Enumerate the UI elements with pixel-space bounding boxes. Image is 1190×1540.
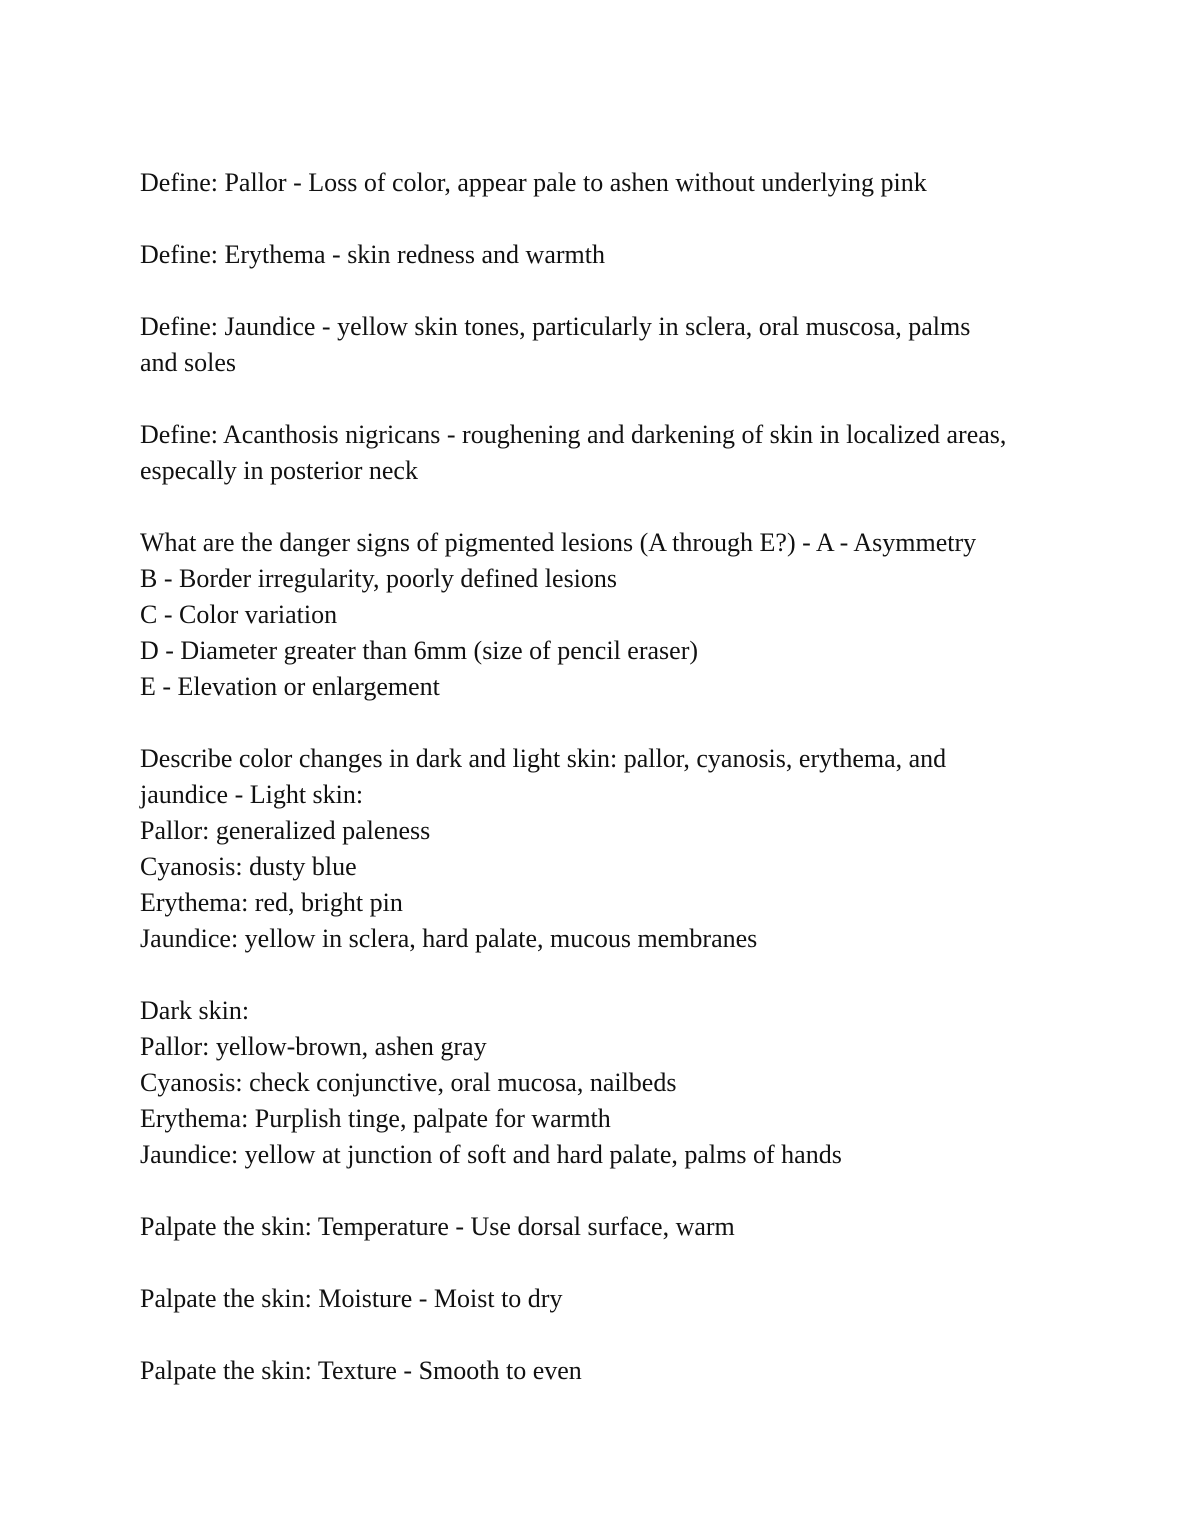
- palpate-moisture: [140, 1281, 1080, 1317]
- list-item: C - Color variation: [140, 600, 338, 629]
- text-line: Define: Acanthosis nigricans - roughening and darkening of skin in localized areas,: [140, 420, 1007, 449]
- list-item: Pallor: yellow-brown, ashen gray: [140, 1032, 487, 1061]
- light-skin-color-changes: [140, 741, 1080, 957]
- list-item: Cyanosis: check conjunctive, oral mucosa, nailbeds: [140, 1068, 677, 1097]
- text-line: Dark skin:: [140, 996, 250, 1025]
- list-item: Cyanosis: dusty blue: [140, 852, 357, 881]
- jaundice-definition: [140, 309, 1080, 381]
- list-item: B - Border irregularity, poorly defined lesions: [140, 564, 618, 593]
- text-line: especally in posterior neck: [140, 456, 418, 485]
- document-page: [140, 165, 1080, 1425]
- text-line: Palpate the skin: Moisture - Moist to dry: [140, 1284, 563, 1313]
- text-line: Palpate the skin: Temperature - Use dorsal surface, warm: [140, 1212, 735, 1241]
- list-item: Erythema: red, bright pin: [140, 888, 403, 917]
- list-item: Jaundice: yellow at junction of soft and hard palate, palms of hands: [140, 1140, 842, 1169]
- text-line: What are the danger signs of pigmented lesions (A through E?) - A - Asymmetry: [140, 528, 977, 557]
- text-line: Describe color changes in dark and light skin: pallor, cyanosis, erythema, and: [140, 744, 947, 773]
- palpate-texture: [140, 1353, 1080, 1389]
- text-line: and soles: [140, 348, 237, 377]
- pallor-definition: [140, 165, 1080, 201]
- list-item: Erythema: Purplish tinge, palpate for warmth: [140, 1104, 611, 1133]
- danger-signs-list: [140, 525, 1080, 705]
- palpate-temperature: [140, 1209, 1080, 1245]
- list-item: Jaundice: yellow in sclera, hard palate, mucous membranes: [140, 924, 758, 953]
- list-item: E - Elevation or enlargement: [140, 672, 440, 701]
- acanthosis-definition: [140, 417, 1080, 489]
- dark-skin-color-changes: [140, 993, 1080, 1173]
- text-line: jaundice - Light skin:: [140, 780, 364, 809]
- text-line: Define: Pallor - Loss of color, appear pale to ashen without underlying pink: [140, 168, 927, 197]
- list-item: Pallor: generalized paleness: [140, 816, 431, 845]
- text-line: Palpate the skin: Texture - Smooth to even: [140, 1356, 582, 1385]
- list-item: D - Diameter greater than 6mm (size of pencil eraser): [140, 636, 699, 665]
- text-line: Define: Jaundice - yellow skin tones, particularly in sclera, oral muscosa, palms: [140, 312, 971, 341]
- text-line: Define: Erythema - skin redness and warmth: [140, 240, 605, 269]
- erythema-definition: [140, 237, 1080, 273]
